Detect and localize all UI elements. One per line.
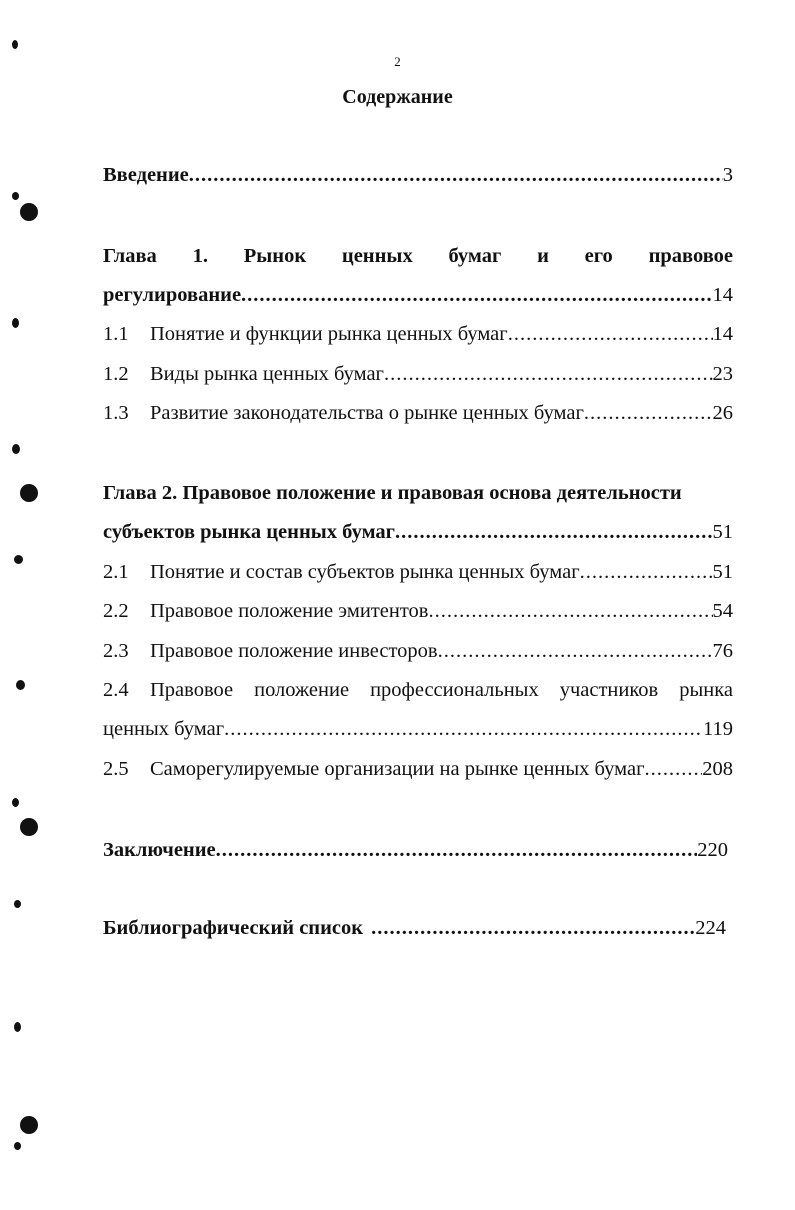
dot-leader	[584, 402, 713, 425]
binder-mark	[16, 680, 25, 690]
binder-mark	[12, 40, 18, 49]
toc-entry-label: Введение	[103, 164, 189, 186]
toc-entry-label: регулирование	[103, 284, 242, 306]
page-title: Содержание	[342, 86, 453, 108]
dot-leader	[216, 839, 698, 862]
toc-entry-label: Правовое положение профессиональных участников рынка	[150, 679, 733, 701]
toc-page-number: 51	[712, 561, 733, 583]
binder-mark	[12, 798, 19, 807]
dot-leader	[224, 718, 703, 741]
toc-entry-2-2[interactable]	[103, 600, 733, 628]
binder-hole	[20, 818, 38, 836]
toc-page-number: 51	[712, 521, 733, 543]
toc-page-number: 14	[712, 284, 733, 306]
dot-leader	[429, 600, 713, 623]
toc-page-number: 224	[695, 917, 726, 939]
toc-page-number: 208	[702, 758, 733, 780]
dot-leader	[371, 917, 695, 940]
toc-entry-bibliography[interactable]	[103, 917, 726, 945]
toc-entry-label: субъектов рынка ценных бумаг	[103, 521, 395, 543]
toc-entry-2-3[interactable]	[103, 640, 733, 668]
toc-entry-2-4-continued[interactable]	[103, 718, 733, 746]
toc-entry-2-1[interactable]	[103, 561, 733, 589]
section-number: 2.3	[103, 640, 129, 662]
toc-entry-label: ценных бумаг	[103, 718, 225, 740]
toc-entry-chapter-1[interactable]	[103, 284, 733, 312]
toc-entry-label: Развитие законодательства о рынке ценных бумаг	[150, 402, 584, 424]
toc-entry-intro[interactable]	[103, 164, 733, 192]
toc-entry-label: Саморегулируемые организации на рынке ценных бумаг	[150, 758, 645, 780]
section-number: 1.1	[103, 323, 129, 345]
binder-hole	[20, 484, 38, 502]
toc-entry-label: Правовое положение инвесторов	[150, 640, 438, 662]
toc-page-number: 54	[712, 600, 733, 622]
binder-mark	[12, 318, 19, 328]
dot-leader	[645, 758, 703, 781]
toc-entry-label: Правовое положение эмитентов	[150, 600, 429, 622]
toc-entry-1-1[interactable]	[103, 323, 733, 351]
toc-page-number: 119	[703, 718, 733, 740]
binder-mark	[14, 555, 23, 564]
chapter-1-heading[interactable]: Глава 1. Рынок ценных бумаг и его правовое	[103, 245, 733, 267]
toc-entry-2-4[interactable]	[103, 679, 733, 702]
toc-page-number: 26	[712, 402, 733, 424]
section-number: 2.5	[103, 758, 129, 780]
binder-mark	[14, 1022, 21, 1032]
toc-entry-label: Заключение	[103, 839, 216, 861]
dot-leader	[241, 284, 712, 307]
toc-entry-1-3[interactable]	[103, 402, 733, 430]
toc-entry-label: Глава 2. Правовое положение и правовая основа деятельности	[103, 482, 682, 504]
toc-page-number: 3	[722, 164, 733, 186]
dot-leader	[384, 363, 713, 386]
toc-entry-1-2[interactable]	[103, 363, 733, 391]
toc-page-number: 76	[712, 640, 733, 662]
toc-page-number: 14	[712, 323, 733, 345]
section-number: 1.2	[103, 363, 129, 385]
binder-mark	[12, 444, 20, 454]
toc-entry-conclusion[interactable]	[103, 839, 728, 867]
dot-leader	[189, 164, 723, 187]
dot-leader	[508, 323, 713, 346]
toc-page-number: 220	[697, 839, 728, 861]
binder-mark	[14, 1142, 21, 1150]
toc-entry-label: Понятие и функции рынка ценных бумаг	[150, 323, 508, 345]
section-number: 2.4	[103, 679, 129, 701]
toc-entry-label: Понятие и состав субъектов рынка ценных бумаг	[150, 561, 580, 583]
chapter-2-heading[interactable]	[103, 482, 733, 510]
toc-entry-2-5[interactable]	[103, 758, 733, 786]
binder-hole	[20, 203, 38, 221]
toc-page-number: 23	[712, 363, 733, 385]
toc-entry-label: Библиографический список	[103, 917, 364, 939]
dot-leader	[580, 561, 713, 584]
section-number: 1.3	[103, 402, 129, 424]
binder-mark	[14, 900, 21, 908]
binder-hole	[20, 1116, 38, 1134]
section-number: 2.2	[103, 600, 129, 622]
toc-entry-chapter-2[interactable]	[103, 521, 733, 549]
binder-mark	[12, 192, 19, 200]
section-number: 2.1	[103, 561, 129, 583]
toc-entry-label: Виды рынка ценных бумаг	[150, 363, 384, 385]
dot-leader	[438, 640, 713, 663]
dot-leader	[395, 521, 713, 544]
page-number: 2	[394, 54, 401, 69]
